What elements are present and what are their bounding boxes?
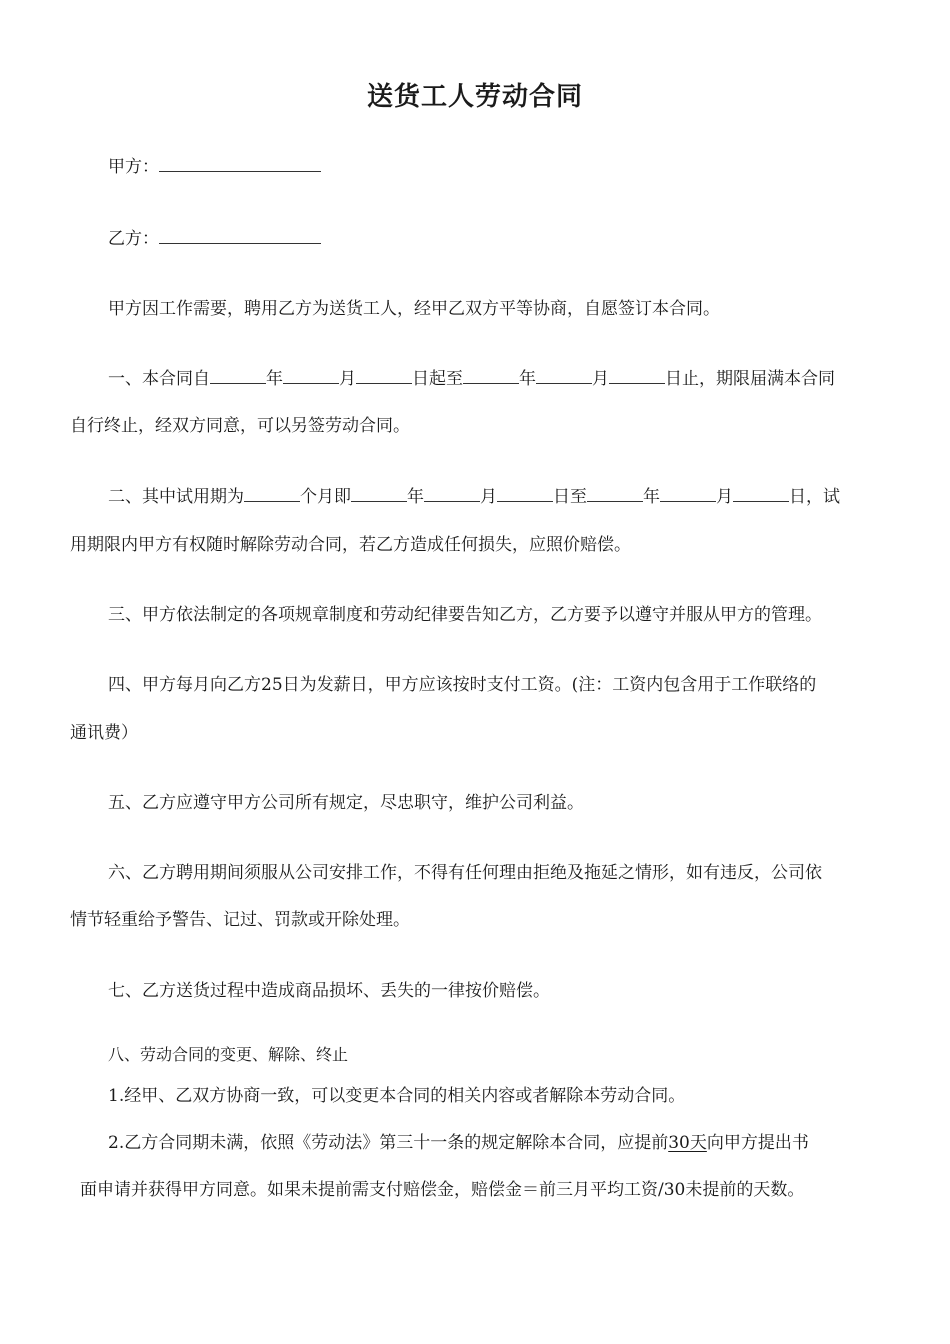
intro-paragraph: 甲方因工作需要，聘用乙方为送货工人，经甲乙双方平等协商，自愿签订本合同。 (108, 299, 720, 319)
clause-2-text: 日，试 (789, 487, 840, 507)
page-title: 送货工人劳动合同 (366, 82, 583, 112)
notice-days: 30天 (668, 1133, 707, 1153)
party-a-label: 甲方： (108, 157, 159, 177)
clause-1-text: 日止，期限届满本合同 (665, 369, 835, 389)
clause-1-text: 年 (266, 369, 283, 389)
blank-field[interactable] (210, 369, 266, 384)
party-b-label: 乙方： (108, 229, 159, 249)
clause-2-text: 二、其中试用期为 (108, 487, 244, 507)
blank-field[interactable] (660, 487, 716, 502)
blank-field[interactable] (283, 369, 339, 384)
blank-field[interactable] (609, 369, 665, 384)
clause-8-item-1: 1.经甲、乙双方协商一致，可以变更本合同的相关内容或者解除本劳动合同。 (108, 1086, 686, 1106)
clause-8-item-2-text: 2.乙方合同期未满，依照《劳动法》第三十一条的规定解除本合同，应提前 (108, 1133, 669, 1153)
clause-8-item-2-line-2: 面申请并获得甲方同意。如果未提前需支付赔偿金，赔偿金＝前三月平均工资/30未提前的天数。 (80, 1180, 805, 1200)
clause-1-text: 月 (592, 369, 609, 389)
clause-8-item-2-text: 向甲方提出书 (706, 1133, 809, 1153)
clause-1-text: 一、本合同自 (108, 369, 210, 389)
blank-field[interactable] (244, 487, 300, 502)
clause-4-line-1: 四、甲方每月向乙方25日为发薪日，甲方应该按时支付工资。(注：工资内包含用于工作联络的 (108, 675, 817, 695)
blank-field[interactable] (497, 487, 553, 502)
clause-5: 五、乙方应遵守甲方公司所有规定，尽忠职守，维护公司利益。 (108, 793, 584, 813)
clause-6-line-2: 情节轻重给予警告、记过、罚款或开除处理。 (70, 910, 410, 930)
blank-field[interactable] (587, 487, 643, 502)
clause-8-item-2-line-1 (108, 1128, 884, 1153)
clause-2-line-2: 用期限内甲方有权随时解除劳动合同，若乙方造成任何损失，应照价赔偿。 (70, 535, 631, 555)
clause-1-text: 年 (519, 369, 536, 389)
clause-1-line-2: 自行终止，经双方同意，可以另签劳动合同。 (70, 416, 410, 436)
clause-2-text: 个月即 (300, 487, 351, 507)
blank-field[interactable] (356, 369, 412, 384)
blank-field[interactable] (733, 487, 789, 502)
clause-1-text: 日起至 (412, 369, 463, 389)
clause-1-text: 月 (339, 369, 356, 389)
clause-2-line-1 (108, 482, 884, 507)
clause-4-line-2: 通讯费） (70, 723, 138, 743)
party-b-line (108, 224, 923, 249)
clause-7: 七、乙方送货过程中造成商品损坏、丢失的一律按价赔偿。 (108, 981, 550, 1001)
clause-3: 三、甲方依法制定的各项规章制度和劳动纪律要告知乙方，乙方要予以遵守并服从甲方的管理。 (108, 605, 822, 625)
clause-2-text: 年 (407, 487, 424, 507)
blank-field[interactable] (351, 487, 407, 502)
clause-2-text: 月 (480, 487, 497, 507)
blank-field[interactable] (463, 369, 519, 384)
clause-2-text: 月 (716, 487, 733, 507)
clause-8-heading: 八、劳动合同的变更、解除、终止 (108, 1045, 349, 1064)
blank-field[interactable] (424, 487, 480, 502)
clause-6-line-1: 六、乙方聘用期间须服从公司安排工作，不得有任何理由拒绝及拖延之情形，如有违反，公司依 (108, 863, 822, 883)
clause-2-text: 日至 (553, 487, 587, 507)
party-a-line (108, 152, 923, 177)
clause-2-text: 年 (643, 487, 660, 507)
clause-1-line-1 (108, 364, 884, 389)
party-b-blank[interactable] (159, 229, 321, 244)
blank-field[interactable] (536, 369, 592, 384)
party-a-blank[interactable] (159, 157, 321, 172)
